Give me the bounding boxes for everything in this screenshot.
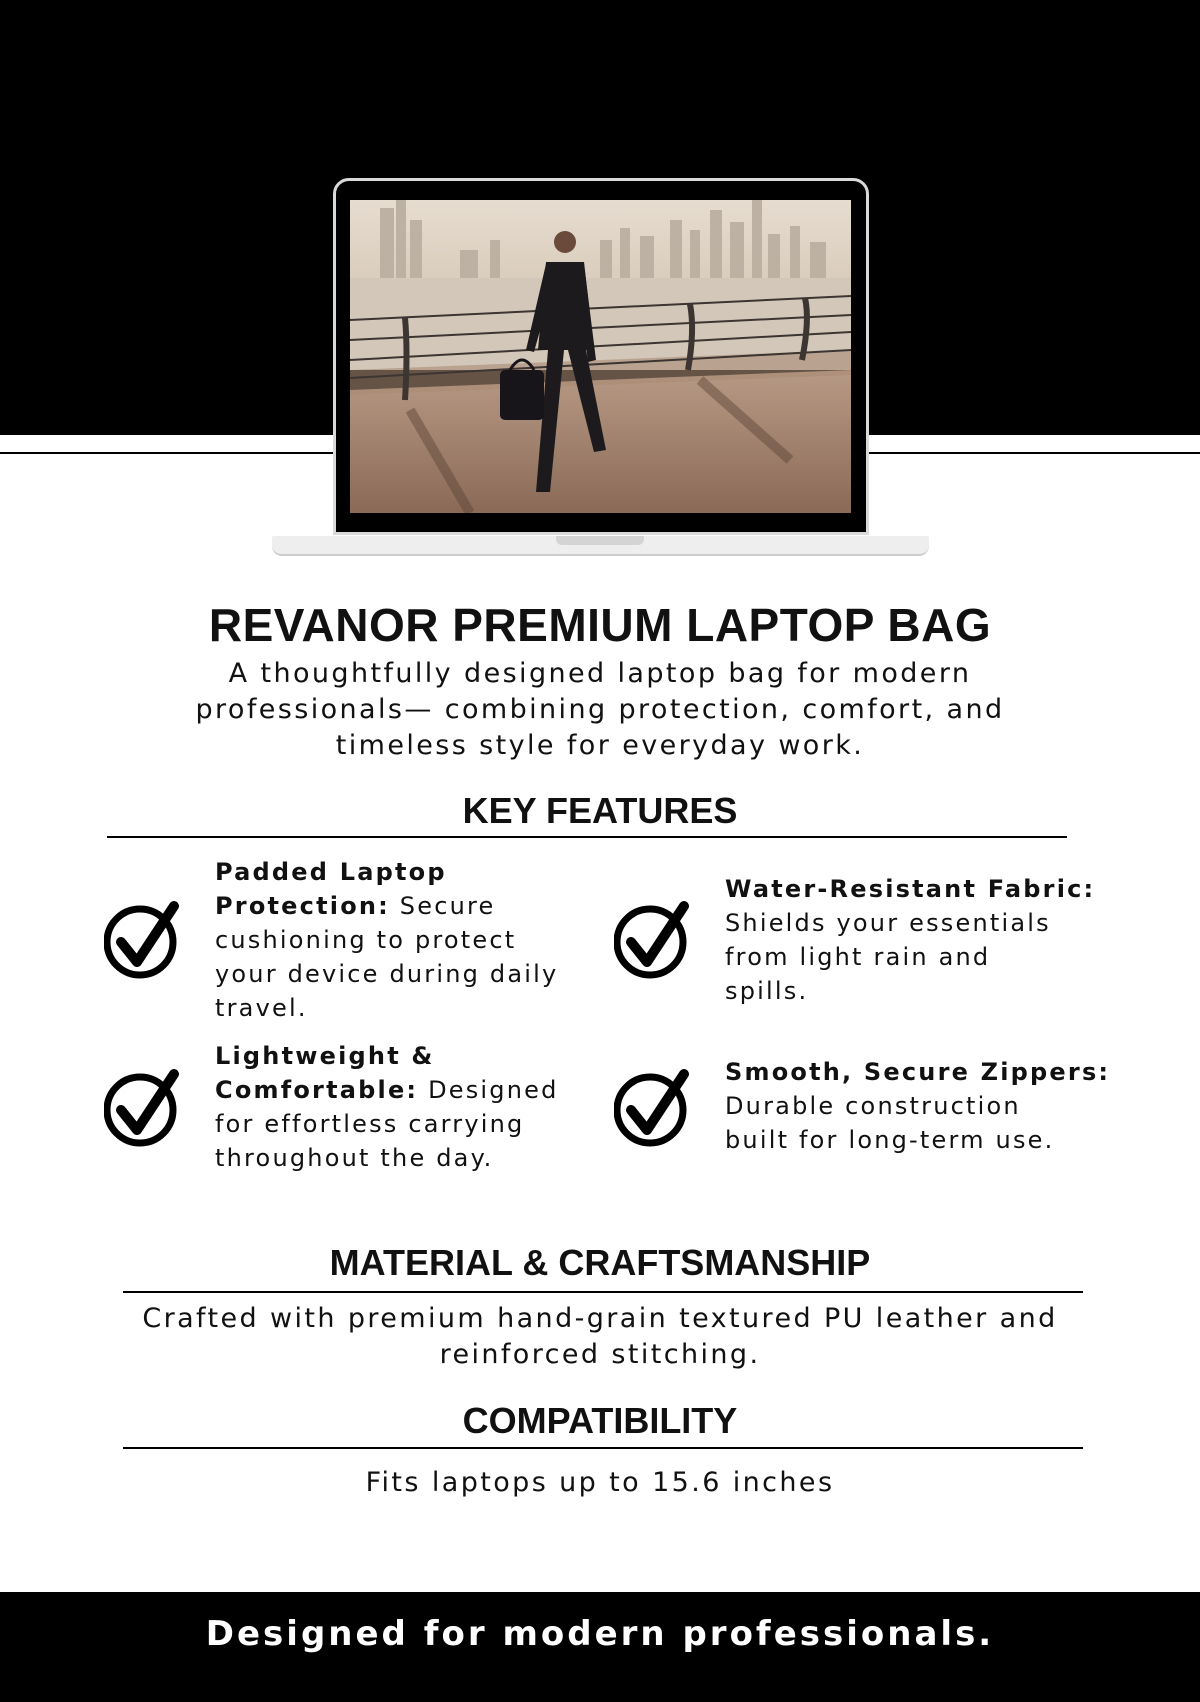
- feature-description: cushioning to protect: [215, 926, 517, 954]
- feature-zippers: [725, 1055, 1125, 1157]
- material-rule: [123, 1291, 1083, 1293]
- feature-line: [215, 923, 595, 957]
- product-intro: [170, 656, 1030, 764]
- feature-description: for effortless carrying: [215, 1110, 525, 1138]
- check-circle-icon: [104, 900, 184, 980]
- laptop-notch: [556, 536, 644, 545]
- feature-description: Secure: [389, 892, 496, 920]
- feature-line: [725, 1123, 1125, 1157]
- material-line: Crafted with premium hand-grain textured PU leather and: [142, 1303, 1058, 1334]
- feature-label: Lightweight &: [215, 1042, 435, 1070]
- product-title: REVANOR PREMIUM LAPTOP BAG: [208, 599, 992, 651]
- hero-photo: [350, 200, 851, 513]
- feature-label: Comfortable:: [215, 1076, 419, 1104]
- check-circle-icon: [614, 900, 694, 980]
- feature-line: [215, 1073, 595, 1107]
- feature-description: built for long-term use.: [725, 1126, 1055, 1154]
- feature-description: throughout the day.: [215, 1144, 494, 1172]
- material-text: [100, 1301, 1100, 1373]
- feature-line: [725, 940, 1115, 974]
- check-circle-icon: [614, 1068, 694, 1148]
- feature-description: travel.: [215, 994, 308, 1022]
- material-heading: MATERIAL & CRAFTSMANSHIP: [329, 1242, 871, 1283]
- feature-line: [725, 906, 1115, 940]
- feature-description: Shields your essentials: [725, 909, 1051, 937]
- feature-water-resistant: [725, 872, 1115, 1008]
- compatibility-heading: COMPATIBILITY: [462, 1400, 738, 1441]
- feature-description: from light rain and: [725, 943, 991, 971]
- material-line: reinforced stitching.: [439, 1339, 761, 1370]
- feature-lightweight: [215, 1039, 595, 1175]
- feature-padded-protection: [215, 855, 595, 1025]
- feature-description: spills.: [725, 977, 809, 1005]
- feature-line: [215, 889, 595, 923]
- intro-line: timeless style for everyday work.: [335, 730, 865, 761]
- feature-description: Designed: [418, 1076, 559, 1104]
- feature-line: [725, 872, 1115, 906]
- feature-label: Padded Laptop: [215, 858, 447, 886]
- feature-label: Smooth, Secure Zippers:: [725, 1058, 1111, 1086]
- intro-line: professionals— combining protection, comfort, and: [195, 694, 1005, 725]
- feature-line: [215, 1107, 595, 1141]
- check-circle-icon: [104, 1068, 184, 1148]
- footer-tagline: Designed for modern professionals.: [205, 1614, 995, 1654]
- compatibility-rule: [123, 1447, 1083, 1449]
- feature-line: [215, 991, 595, 1025]
- intro-line: A thoughtfully designed laptop bag for modern: [228, 658, 972, 689]
- feature-line: [215, 1141, 595, 1175]
- key-features-rule: [107, 836, 1067, 838]
- feature-line: [215, 1039, 595, 1073]
- feature-line: [725, 1089, 1125, 1123]
- compatibility-text: Fits laptops up to 15.6 inches: [365, 1467, 835, 1498]
- feature-line: [725, 1055, 1125, 1089]
- feature-line: [215, 855, 595, 889]
- feature-line: [725, 974, 1115, 1008]
- feature-line: [215, 957, 595, 991]
- feature-label: Protection:: [215, 892, 390, 920]
- feature-description: your device during daily: [215, 960, 559, 988]
- feature-label: Water-Resistant Fabric:: [725, 875, 1096, 903]
- key-features-heading: KEY FEATURES: [462, 790, 738, 831]
- feature-description: Durable construction: [725, 1092, 1021, 1120]
